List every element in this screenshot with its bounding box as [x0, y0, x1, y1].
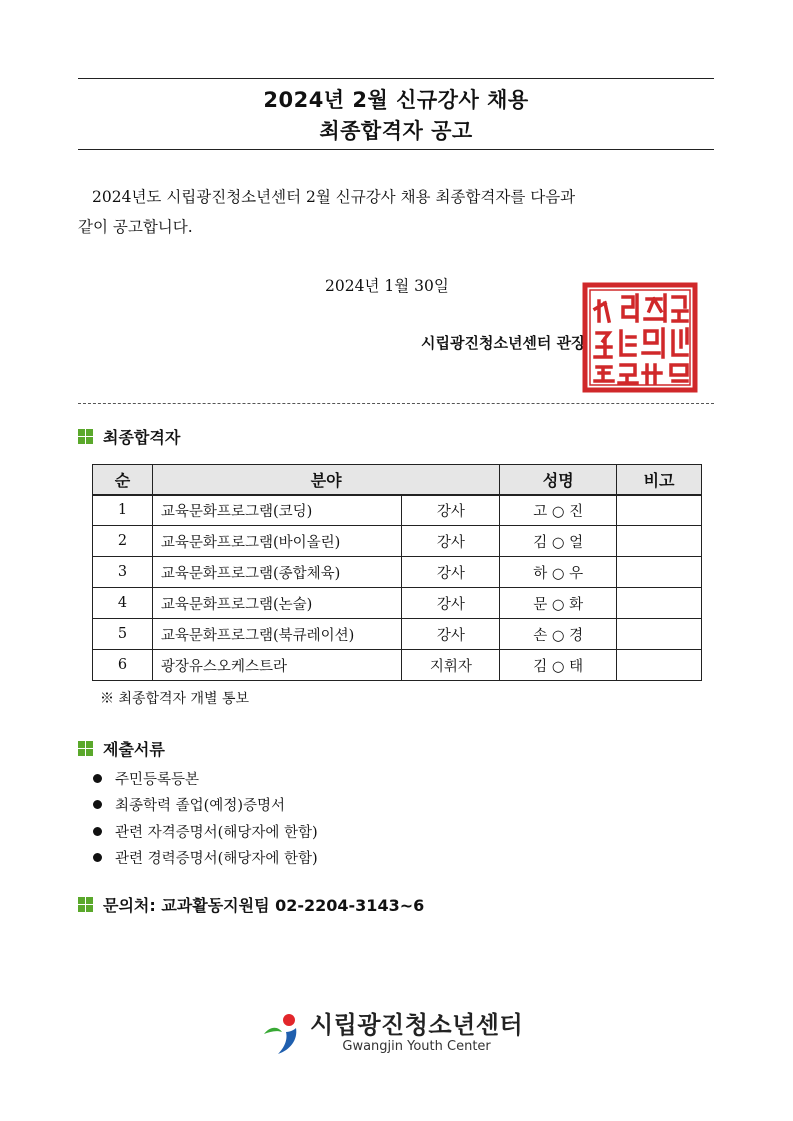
cell-field: 교육문화프로그램(바이올린): [152, 526, 402, 557]
logo-name-english: Gwangjin Youth Center: [342, 1039, 491, 1054]
table-row: [93, 557, 702, 588]
cell-name: 고 ○ 진: [500, 495, 617, 526]
cell-note: [617, 526, 702, 557]
center-logo: [262, 1012, 523, 1056]
finalists-table: [92, 464, 702, 681]
cell-no: 6: [93, 650, 153, 681]
cell-note: [617, 619, 702, 650]
official-seal-stamp: [581, 281, 699, 394]
cell-no: 5: [93, 619, 153, 650]
cell-field: 교육문화프로그램(논술): [152, 588, 402, 619]
list-item: [93, 845, 318, 872]
table-row: [93, 650, 702, 681]
cell-name: 손 ○ 경: [500, 619, 617, 650]
results-heading-text: 최종합격자: [103, 428, 181, 447]
cell-role: 강사: [402, 495, 500, 526]
document-label: 관련 경력증명서(해당자에 한함): [115, 851, 318, 868]
announcement-date: 2024년 1월 30일: [325, 277, 449, 295]
title-box: [78, 78, 714, 150]
intro-line-1: 2024년도 시립광진청소년센터 2월 신규강사 채용 최종합격자를 다음과: [92, 188, 576, 206]
header-name: 성명: [500, 465, 617, 495]
bullet-dot-icon: [93, 853, 102, 862]
signatory: 시립광진청소년센터 관장: [421, 334, 586, 352]
dashed-divider: [78, 403, 714, 404]
header-field: 분야: [152, 465, 499, 495]
cell-note: [617, 495, 702, 526]
cell-role: 강사: [402, 619, 500, 650]
cell-name: 김 ○ 얼: [500, 526, 617, 557]
table-footnote: ※ 최종합격자 개별 통보: [100, 691, 250, 707]
required-documents-list: [93, 765, 318, 871]
cell-no: 1: [93, 495, 153, 526]
cell-no: 4: [93, 588, 153, 619]
title-line-1: 2024년 2월 신규강사 채용: [263, 88, 529, 112]
cell-role: 지휘자: [402, 650, 500, 681]
list-item: [93, 792, 318, 819]
cell-field: 교육문화프로그램(코딩): [152, 495, 402, 526]
table-row: [93, 588, 702, 619]
list-item: [93, 765, 318, 792]
section-heading-contact: [78, 893, 424, 916]
green-square-bullet-icon: [78, 741, 93, 756]
green-square-bullet-icon: [78, 429, 93, 444]
list-item: [93, 818, 318, 845]
cell-field: 광장유스오케스트라: [152, 650, 402, 681]
cell-role: 강사: [402, 557, 500, 588]
green-square-bullet-icon: [78, 897, 93, 912]
cell-role: 강사: [402, 588, 500, 619]
bullet-dot-icon: [93, 800, 102, 809]
table-row: [93, 495, 702, 526]
section-heading-documents: [78, 737, 165, 760]
table-row: [93, 526, 702, 557]
cell-name: 김 ○ 태: [500, 650, 617, 681]
table-header-row: [93, 465, 702, 495]
bullet-dot-icon: [93, 827, 102, 836]
bullet-dot-icon: [93, 774, 102, 783]
intro-line-2: 같이 공고합니다.: [78, 218, 193, 236]
header-note: 비고: [617, 465, 702, 495]
cell-note: [617, 650, 702, 681]
section-heading-results: [78, 425, 180, 448]
document-label: 관련 자격증명서(해당자에 한함): [115, 824, 318, 841]
table-row: [93, 619, 702, 650]
document-label: 주민등록등본: [115, 771, 200, 788]
contact-text: 문의처: 교과활동지원팀 02-2204-3143~6: [103, 896, 425, 915]
intro-paragraph: [78, 182, 718, 242]
cell-field: 교육문화프로그램(종합체육): [152, 557, 402, 588]
document-label: 최종학력 졸업(예정)증명서: [115, 798, 285, 815]
cell-note: [617, 588, 702, 619]
center-emblem-icon: [262, 1012, 304, 1056]
cell-role: 강사: [402, 526, 500, 557]
cell-no: 2: [93, 526, 153, 557]
logo-name-korean: 시립광진청소년센터: [310, 1011, 524, 1039]
cell-name: 하 ○ 우: [500, 557, 617, 588]
documents-heading-text: 제출서류: [103, 740, 165, 759]
cell-field: 교육문화프로그램(북큐레이션): [152, 619, 402, 650]
cell-name: 문 ○ 화: [500, 588, 617, 619]
cell-note: [617, 557, 702, 588]
header-no: 순: [93, 465, 153, 495]
cell-no: 3: [93, 557, 153, 588]
title-line-2: 최종합격자 공고: [319, 119, 473, 143]
